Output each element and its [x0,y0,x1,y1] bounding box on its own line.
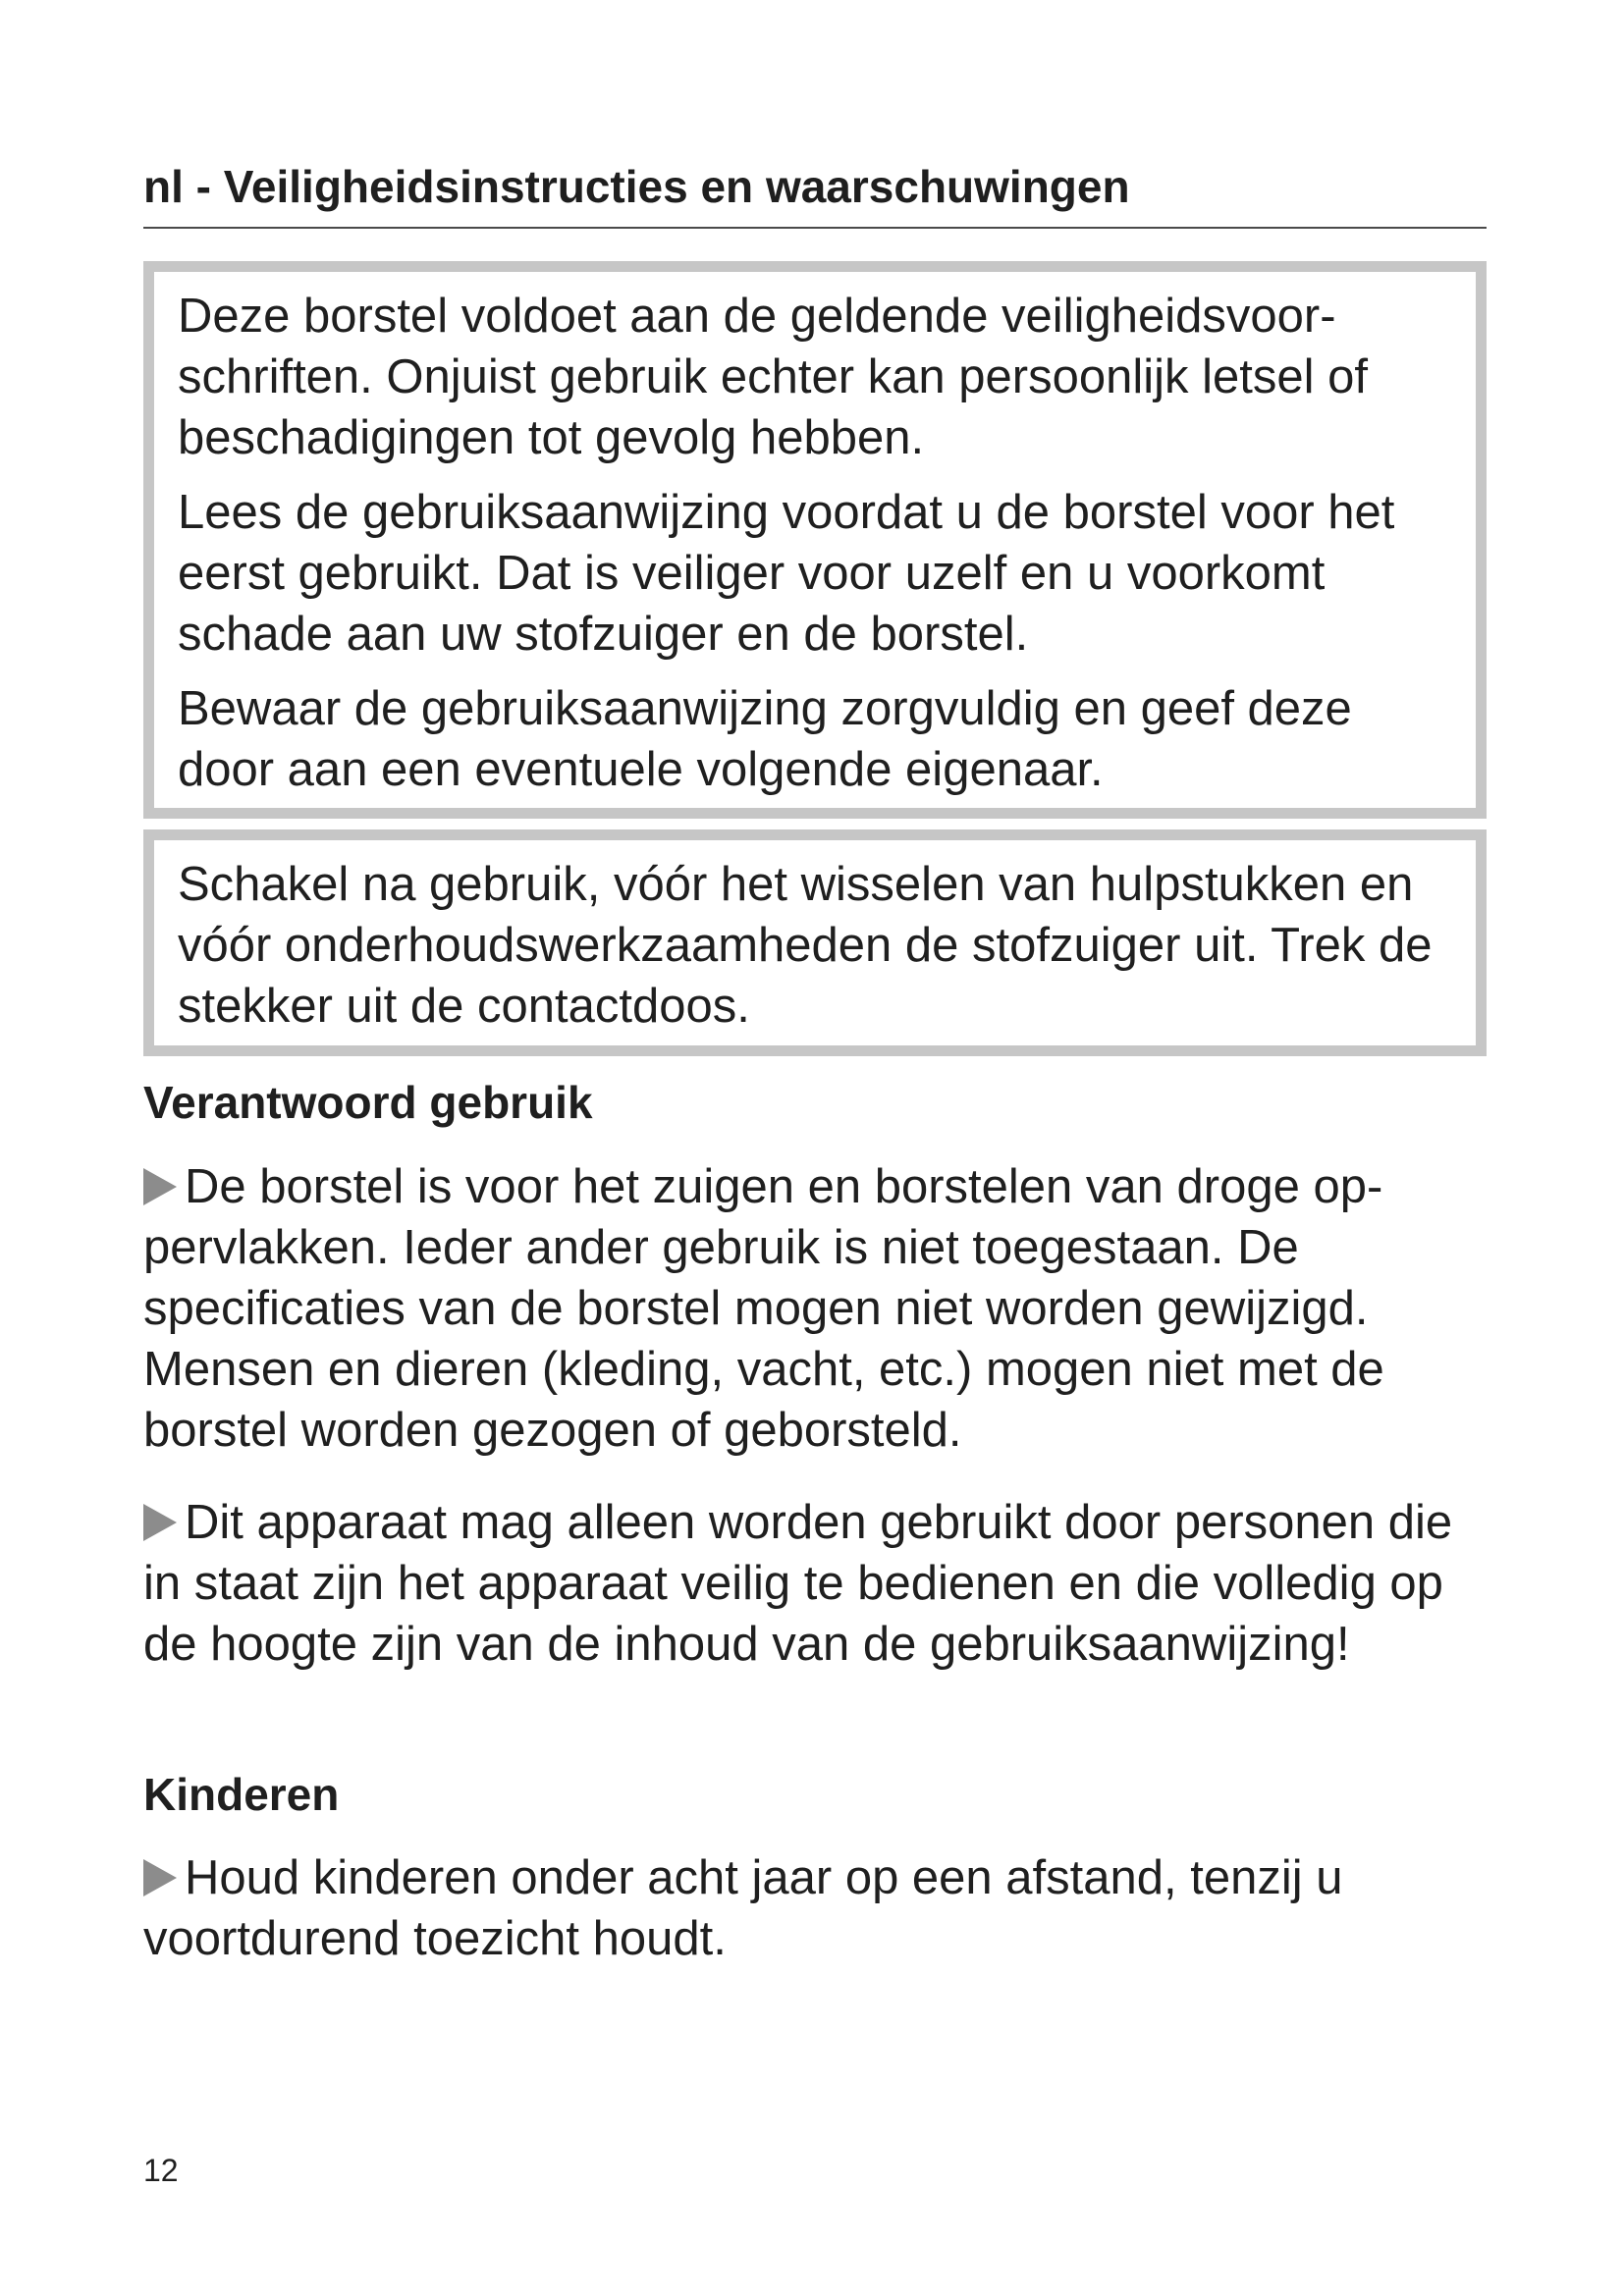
instruction-item [143,1492,1498,1675]
instruction-text: Dit apparaat mag alleen worden gebruikt door personen die in staat zijn het apparaat veilig te bedienen en die volledig op de hoogte zijn van de inhoud van de gebruiksaanwijzing! [143,1496,1453,1671]
warning-paragraph: Lees de gebruiksaanwijzing voordat u de borstel voor het eerst gebruikt. Dat is veiliger voor uzelf en u voorkomt schade aan uw stofzuiger en de borstel. [178,486,1395,661]
arrow-bullet-icon [143,1859,177,1896]
section-heading-kinderen: Kinderen [143,1769,340,1820]
page-number: 12 [143,2153,179,2188]
arrow-bullet-icon [143,1504,177,1541]
page-title: nl - Veiligheidsinstructies en waarschuwingen [143,161,1130,212]
warning-paragraph: Schakel na gebruik, vóór het wisselen van hulpstukken en vóór onderhoudswerkzaamheden de stofzuiger uit. Trek de stekker uit de contactdoos. [178,858,1433,1033]
arrow-bullet-icon [143,1168,177,1205]
instruction-item [143,1847,1498,1969]
safety-warning-box [143,261,1487,819]
title-divider [143,227,1487,229]
instruction-text: De borstel is voor het zuigen en borstelen van droge oppervlakken. Ieder ander gebruik is niet toegestaan. De specificaties van de borstel mogen niet worden gewijzigd. Mensen en dieren (kleding, vacht, etc.) mogen niet met de borstel worden gezogen of geborsteld. [143,1160,1384,1457]
switch-off-warning-box [143,829,1487,1056]
section-heading-verantwoord-gebruik: Verantwoord gebruik [143,1077,593,1128]
warning-paragraph: Bewaar de gebruiksaanwijzing zorgvuldig en geef deze door aan een eventuele volgende eigenaar. [178,682,1352,796]
instruction-item [143,1156,1498,1461]
warning-paragraph: Deze borstel voldoet aan de geldende veiligheidsvoorschriften. Onjuist gebruik echter kan persoonlijk letsel of beschadigingen tot gevolg hebben. [178,290,1368,464]
instruction-text: Houd kinderen onder acht jaar op een afstand, tenzij u voortdurend toezicht houdt. [143,1851,1343,1965]
